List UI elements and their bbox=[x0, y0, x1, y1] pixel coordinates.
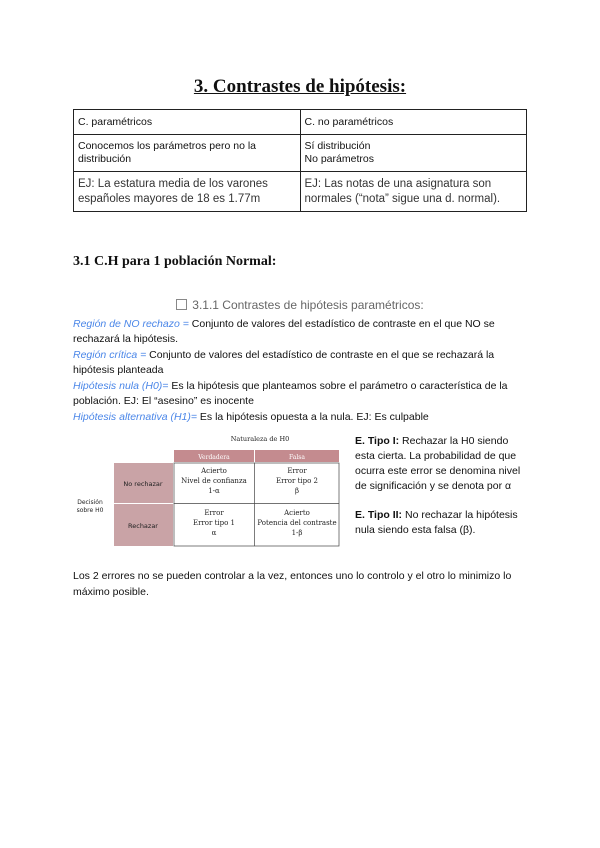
col-false-label: Falsa bbox=[289, 454, 305, 461]
table-cell: C. no paramétricos bbox=[300, 110, 527, 135]
cell-text: Nivel de confianza bbox=[181, 477, 247, 485]
error-type-desc: Rechazar la H0 siendo esta cierta. La probabilidad de que ocurra este error se denomina nivel de significación y se denota por α bbox=[355, 435, 521, 492]
definition-text: Es la hipótesis opuesta a la nula. EJ: Es culpable bbox=[197, 411, 429, 423]
cell-text: Potencia del contraste bbox=[257, 519, 337, 527]
decision-label bbox=[77, 499, 104, 514]
row-reject-label: Rechazar bbox=[128, 522, 158, 530]
page-title: 3. Contrastes de hipótesis: bbox=[193, 76, 407, 97]
definition-text: Conjunto de valores del estadístico de contraste en el que se rechazará la hipótesis planteada bbox=[73, 349, 495, 376]
subsection-heading bbox=[0, 298, 600, 312]
cell-text: 1-α bbox=[208, 487, 220, 495]
table-cell: Conocemos los parámetros pero no la distribución bbox=[74, 135, 301, 172]
error-type-label: E. Tipo I: bbox=[355, 435, 400, 447]
definitions-list bbox=[73, 317, 533, 426]
table-cell: EJ: Las notas de una asignatura son normales (“nota” sigue una d. normal). bbox=[300, 172, 527, 212]
cell-text: Acierto bbox=[201, 467, 227, 475]
decision-label-line: Decisión bbox=[77, 499, 103, 506]
table-row bbox=[74, 135, 527, 172]
definition-item bbox=[73, 379, 533, 409]
definition-item bbox=[73, 317, 533, 347]
error-type-desc: No rechazar la hipótesis nula siendo esta falsa (β). bbox=[355, 509, 518, 536]
table-row bbox=[74, 110, 527, 135]
figure-header: Naturaleza de H0 bbox=[230, 435, 290, 443]
error-types-text bbox=[355, 434, 527, 552]
cell-text: α bbox=[211, 529, 217, 537]
cell-text: Error tipo 1 bbox=[192, 519, 236, 527]
row-no-label: No rechazar bbox=[123, 480, 163, 488]
table-cell: C. paramétricos bbox=[74, 110, 301, 135]
footer-paragraph: Los 2 errores no se pueden controlar a la vez, entonces uno lo controlo y el otro lo minimizo lo máximo posible. bbox=[73, 570, 512, 598]
subsection-heading-text: 3.1.1 Contrastes de hipótesis paramétricos: bbox=[192, 298, 424, 312]
cell-text: β bbox=[294, 487, 300, 495]
cell-text: Error tipo 2 bbox=[275, 477, 319, 485]
decision-label-line: sobre H0 bbox=[76, 507, 104, 514]
definition-text: Conjunto de valores del estadístico de contraste en el que NO se rechazará la hipótesis. bbox=[73, 318, 495, 345]
comparison-table bbox=[73, 109, 527, 212]
error-types-figure bbox=[72, 432, 352, 552]
definition-term: Hipótesis alternativa (H1)= bbox=[73, 411, 198, 423]
section-heading: 3.1 C.H para 1 población Normal: bbox=[73, 254, 277, 269]
error-type-item bbox=[355, 508, 527, 538]
definition-text: Es la hipótesis que planteamos sobre el parámetro o característica de la población. EJ: El “asesino” es inocente bbox=[73, 380, 508, 407]
table-row bbox=[74, 172, 527, 212]
error-type-label: E. Tipo II: bbox=[355, 509, 403, 521]
definition-term: Región de NO rechazo = bbox=[73, 318, 189, 330]
definition-term: Hipótesis nula (H0)= bbox=[73, 380, 169, 392]
col-true-label: Verdadera bbox=[198, 454, 230, 461]
cell-text: 1-β bbox=[291, 529, 303, 537]
body-border bbox=[174, 463, 339, 546]
definition-term: Región crítica = bbox=[73, 349, 147, 361]
definition-item bbox=[73, 348, 533, 378]
error-type-item bbox=[355, 434, 527, 494]
table-cell: EJ: La estatura media de los varones españoles mayores de 18 es 1.77m bbox=[74, 172, 301, 212]
definition-item bbox=[73, 410, 533, 425]
cell-text: Acierto bbox=[284, 509, 310, 517]
table-cell: Sí distribución No parámetros bbox=[300, 135, 527, 172]
checkbox-icon[interactable] bbox=[176, 299, 187, 310]
cell-text: Error bbox=[204, 509, 224, 517]
cell-text: Error bbox=[287, 467, 307, 475]
